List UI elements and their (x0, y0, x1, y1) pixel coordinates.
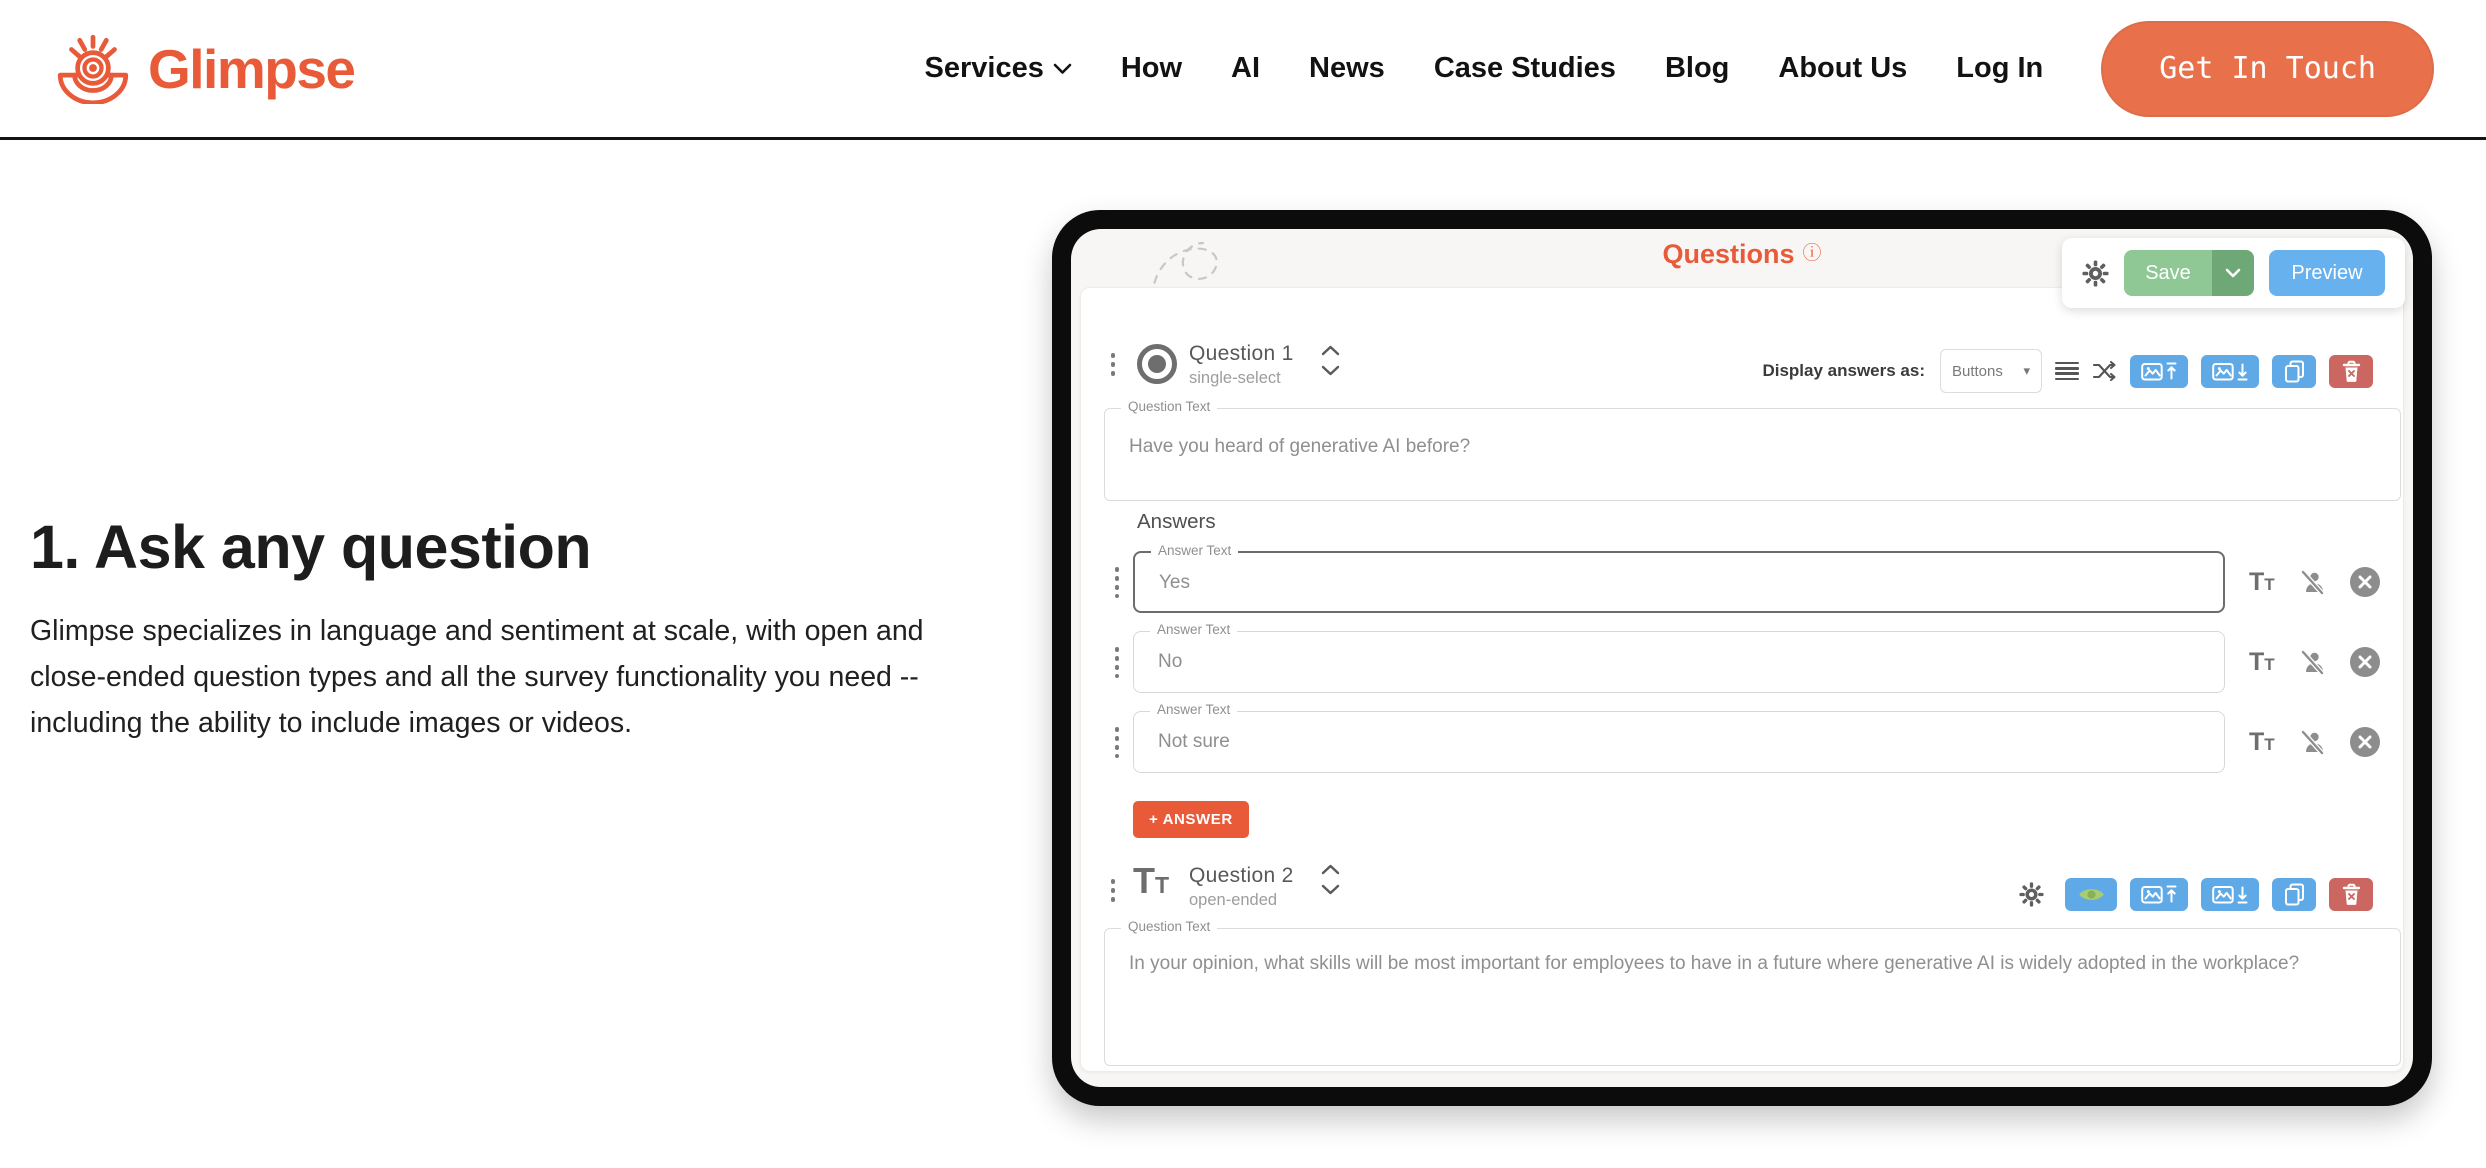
question-text-input[interactable] (1104, 399, 2401, 501)
panel-title-text: Questions (1662, 239, 1795, 269)
main-nav (925, 52, 2044, 85)
caret-down-icon: ▾ (2023, 363, 2030, 378)
answer-text-value: No (1158, 651, 1183, 672)
shuffle-icon[interactable] (2092, 359, 2117, 383)
answer-list-icon[interactable] (2055, 359, 2079, 383)
image-upload-icon (2141, 884, 2177, 905)
question-number: Question 2 (1189, 864, 1294, 887)
answer-text-input[interactable] (1133, 543, 2225, 613)
question-2-header (1189, 864, 1294, 910)
answer-actions (2249, 631, 2380, 693)
drag-handle-icon[interactable] (1115, 565, 1119, 601)
nav-item-blog[interactable]: Blog (1664, 52, 1730, 84)
display-answers-select[interactable] (1940, 349, 2042, 393)
answer-row (1081, 622, 2403, 695)
remove-answer-icon[interactable] (2350, 567, 2380, 597)
question-type: single-select (1189, 369, 1281, 387)
display-answers-value: Buttons (1952, 362, 2003, 380)
app-screenshot-frame (1052, 210, 2432, 1106)
nav-item-about-us[interactable]: About Us (1778, 52, 1908, 84)
chevron-down-icon[interactable] (1321, 365, 1340, 376)
delete-question-button[interactable] (2329, 355, 2373, 388)
nav-item-ai[interactable]: AI (1231, 52, 1261, 84)
nav-label: Services (924, 52, 1044, 84)
remove-answer-icon[interactable] (2350, 647, 2380, 677)
drag-handle-icon[interactable] (1111, 351, 1115, 378)
question-text-value: Have you heard of generative AI before? (1129, 436, 1471, 457)
question-text-value: In your opinion, what skills will be most important for employees to have in a future where generative AI is widely adopted in the workplace? (1129, 953, 2300, 974)
feature-section (30, 512, 1000, 747)
chevron-up-icon[interactable] (1321, 345, 1340, 356)
get-in-touch-button[interactable]: Get In Touch (2101, 21, 2434, 117)
image-download-button[interactable] (2201, 355, 2259, 388)
show-preview-button[interactable] (2065, 878, 2117, 911)
chevron-up-icon[interactable] (1321, 864, 1340, 875)
remove-answer-icon[interactable] (2350, 727, 2380, 757)
answer-actions (2249, 711, 2380, 773)
question-text-label: Question Text (1121, 919, 1217, 934)
preview-button[interactable]: Preview (2269, 250, 2385, 296)
question-settings-button[interactable] (2019, 882, 2044, 907)
chevron-down-icon (2225, 268, 2241, 278)
question-number: Question 1 (1189, 342, 1294, 365)
drag-handle-icon[interactable] (1111, 877, 1115, 904)
trash-icon (2341, 883, 2362, 906)
trash-icon (2341, 360, 2362, 383)
logo[interactable] (52, 34, 355, 104)
info-icon[interactable]: ⓘ (1802, 243, 1822, 264)
gear-icon (2082, 260, 2109, 287)
question-type: open-ended (1189, 891, 1278, 909)
answer-text-label: Answer Text (1150, 702, 1237, 717)
nav-item-news[interactable]: News (1309, 52, 1385, 84)
text-style-icon[interactable]: TT (2249, 727, 2275, 756)
question-2-controls (2019, 878, 2373, 911)
image-download-button[interactable] (2201, 878, 2259, 911)
reorder-chevrons (1321, 345, 1340, 376)
header-right (925, 21, 2435, 117)
questions-card (1080, 287, 2404, 1072)
logo-eye-icon (52, 34, 134, 104)
nav-item-log-in[interactable]: Log In (1956, 52, 2044, 84)
add-answer-button[interactable]: + ANSWER (1133, 801, 1249, 838)
question-1-controls (1762, 349, 2373, 393)
survey-builder-panel (1071, 229, 2413, 1087)
reorder-chevrons (1321, 864, 1340, 895)
display-answers-label: Display answers as: (1762, 361, 1925, 380)
question-text-input[interactable] (1104, 919, 2401, 1066)
nav-item-case-studies[interactable]: Case Studies (1433, 52, 1616, 84)
section-body: Glimpse specializes in language and sentiment at scale, with open and close-ended question types and all the survey functionality you need -- including the ability to include images or videos. (30, 615, 924, 740)
answer-text-value: Not sure (1158, 731, 1230, 752)
answer-text-value: Yes (1159, 572, 1190, 593)
question-text-label: Question Text (1121, 399, 1217, 414)
duplicate-button[interactable] (2272, 878, 2316, 911)
answer-text-input[interactable] (1133, 622, 2225, 693)
builder-toolbar (2062, 238, 2405, 308)
save-options-caret[interactable] (2212, 250, 2254, 296)
image-download-icon (2212, 361, 2248, 382)
answers-heading: Answers (1137, 510, 1216, 533)
copy-icon (2283, 360, 2306, 383)
duplicate-button[interactable] (2272, 355, 2316, 388)
text-style-icon[interactable]: TT (2249, 647, 2275, 676)
chevron-down-icon (1053, 63, 1072, 75)
answer-actions (2249, 551, 2380, 613)
person-slash-icon[interactable] (2299, 649, 2326, 675)
gear-icon (2019, 882, 2044, 907)
text-style-icon[interactable]: TT (2249, 567, 2275, 596)
save-split-button (2124, 250, 2254, 296)
chevron-down-icon[interactable] (1321, 884, 1340, 895)
copy-icon (2283, 883, 2306, 906)
answer-text-input[interactable] (1133, 702, 2225, 773)
answer-text-label: Answer Text (1150, 622, 1237, 637)
delete-question-button[interactable] (2329, 878, 2373, 911)
person-slash-icon[interactable] (2299, 729, 2326, 755)
image-upload-button[interactable] (2130, 355, 2188, 388)
site-header (0, 0, 2486, 140)
save-button[interactable]: Save (2124, 250, 2212, 296)
image-upload-button[interactable] (2130, 878, 2188, 911)
answer-row (1081, 702, 2403, 775)
settings-button[interactable] (2082, 260, 2109, 287)
single-select-icon (1137, 344, 1177, 384)
open-ended-icon: TT (1133, 860, 1170, 901)
question-1-header (1189, 342, 1294, 388)
section-heading: 1. Ask any question (30, 513, 592, 581)
person-slash-icon[interactable] (2299, 569, 2326, 595)
eye-icon (2077, 885, 2106, 904)
drag-handle-icon[interactable] (1115, 725, 1119, 761)
answer-row (1081, 543, 2403, 615)
image-upload-icon (2141, 361, 2177, 382)
image-download-icon (2212, 884, 2248, 905)
answer-text-label: Answer Text (1151, 543, 1238, 558)
nav-item-how[interactable]: How (1120, 52, 1183, 84)
nav-item-services[interactable] (925, 52, 1072, 85)
drag-handle-icon[interactable] (1115, 645, 1119, 681)
logo-text: Glimpse (148, 37, 355, 100)
